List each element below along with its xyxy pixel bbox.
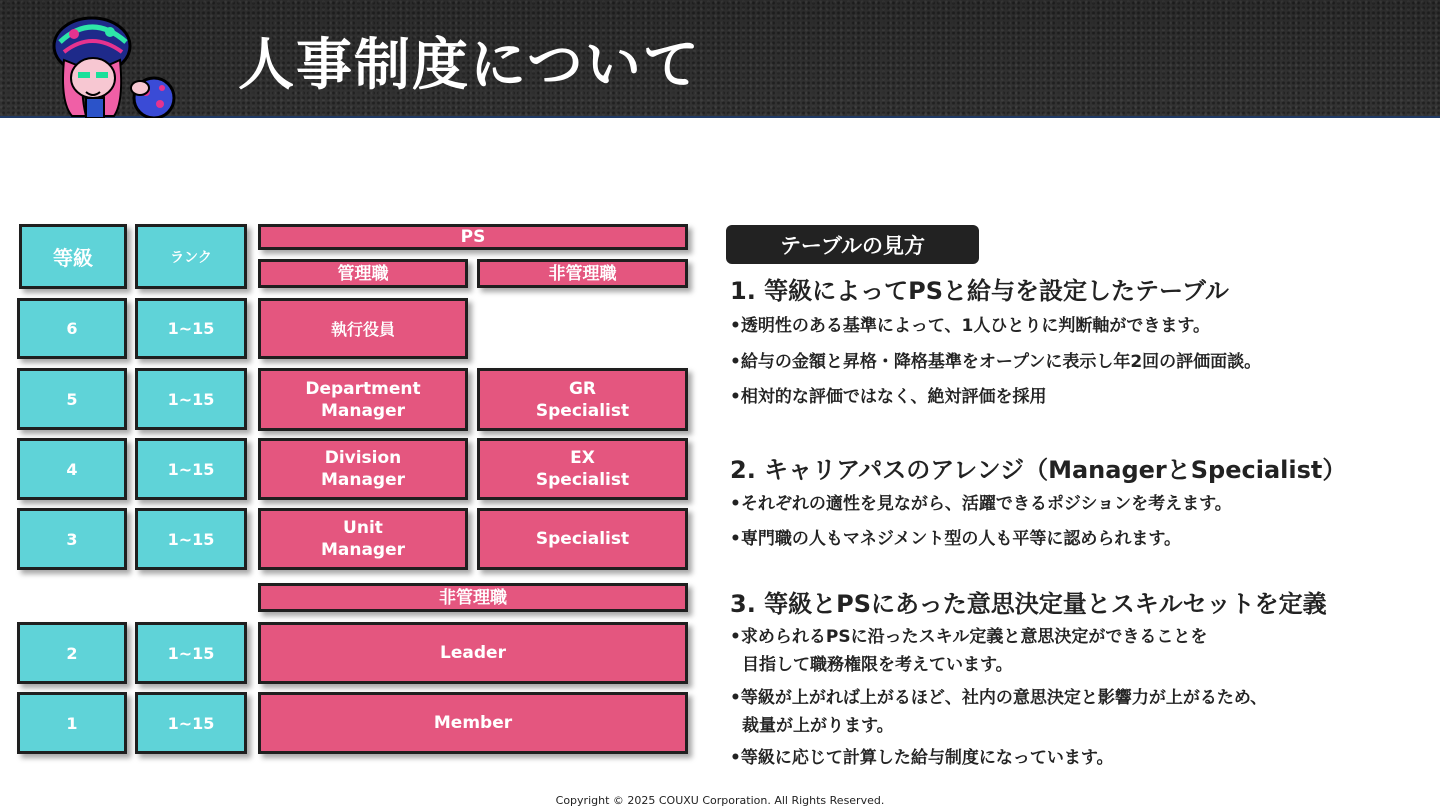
section-1-bullet: •給与の金額と昇格・降格基準をオープンに表示し年2回の評価面談。 xyxy=(730,352,1262,372)
rank-cell-5 xyxy=(135,368,247,430)
section-1-bullet: •透明性のある基準によって、1人ひとりに判断軸ができます。 xyxy=(730,316,1210,336)
mgmt-role-cell-3 xyxy=(258,508,468,570)
grade-value: 1 xyxy=(66,713,78,733)
role-label: EX Specialist xyxy=(535,448,630,490)
role-label: GR Specialist xyxy=(535,378,630,421)
rank-header-cell xyxy=(135,224,247,289)
grade-cell-1 xyxy=(17,692,127,754)
section-3-bullet-continued: 裁量が上がります。 xyxy=(742,716,894,736)
section-1-bullet: •相対的な評価ではなく、絶対評価を採用 xyxy=(730,387,1047,407)
copyright-footer: Copyright © 2025 COUXU Corporation. All Rights Reserved. xyxy=(555,794,885,807)
mgmt-role-cell-5 xyxy=(258,368,468,431)
ps-header-label: PS xyxy=(460,227,486,247)
rank-value: 1~15 xyxy=(167,643,215,663)
nonmgmt-lower-header-label: 非管理職 xyxy=(439,587,507,608)
role-cell-1 xyxy=(258,692,688,754)
role-label: Department Manager xyxy=(305,378,421,421)
grade-cell-5 xyxy=(17,368,127,430)
rank-cell-1 xyxy=(135,692,247,754)
grade-cell-6 xyxy=(17,298,127,359)
nonmgmt-role-cell-5 xyxy=(477,368,688,431)
nonmgmt-role-cell-4 xyxy=(477,438,688,500)
nonmgmt-lower-header-cell xyxy=(258,583,688,612)
role-cell-2 xyxy=(258,622,688,684)
mgmt-role-cell-6 xyxy=(258,298,468,359)
section-2-bullet: •専門職の人もマネジメント型の人も平等に認められます。 xyxy=(730,529,1181,549)
mgmt-header-cell xyxy=(258,259,468,288)
grade-cell-3 xyxy=(17,508,127,570)
section-3-bullet: •求められるPSに沿ったスキル定義と意思決定ができることを xyxy=(730,627,1208,647)
grade-value: 5 xyxy=(66,389,78,409)
rank-cell-2 xyxy=(135,622,247,684)
rank-cell-4 xyxy=(135,438,247,500)
section-2-bullet: •それぞれの適性を見ながら、活躍できるポジションを考えます。 xyxy=(730,494,1232,514)
rank-value: 1~15 xyxy=(167,319,215,338)
ps-header-cell xyxy=(258,224,688,250)
mgmt-header-label: 管理職 xyxy=(337,263,389,284)
role-label: Leader xyxy=(440,643,506,663)
grade-cell-4 xyxy=(17,438,127,500)
grade-header-cell xyxy=(19,224,127,289)
rank-header-label: ランク xyxy=(170,249,212,266)
rank-value: 1~15 xyxy=(167,389,215,409)
grade-value: 6 xyxy=(66,319,78,338)
mascot-character-icon xyxy=(50,12,190,118)
rank-cell-6 xyxy=(135,298,247,359)
page-title: 人事制度について xyxy=(238,33,701,98)
rank-value: 1~15 xyxy=(167,459,215,479)
role-label: 執行役員 xyxy=(330,320,395,339)
role-label: Specialist xyxy=(535,529,630,549)
grade-cell-2 xyxy=(17,622,127,684)
section-3-bullet: •等級が上がれば上がるほど、社内の意思決定と影響力が上がるため、 xyxy=(730,688,1268,708)
rank-cell-3 xyxy=(135,508,247,570)
nonmgmt-role-cell-3 xyxy=(477,508,688,570)
grade-header-label: 等級 xyxy=(53,246,93,270)
section-3-title: 3. 等級とPSにあった意思決定量とスキルセットを定義 xyxy=(730,590,1327,618)
rank-value: 1~15 xyxy=(167,713,215,733)
section-2-title: 2. キャリアパスのアレンジ（ManagerとSpecialist） xyxy=(730,456,1347,484)
section-1-title: 1. 等級によってPSと給与を設定したテーブル xyxy=(730,277,1229,305)
nonmgmt-header-cell xyxy=(477,259,688,288)
nonmgmt-header-label: 非管理職 xyxy=(548,263,617,284)
role-label: Division Manager xyxy=(320,448,406,490)
grade-value: 4 xyxy=(66,459,78,479)
rank-value: 1~15 xyxy=(167,529,215,549)
section-3-bullet-continued: 目指して職務権限を考えています。 xyxy=(742,655,1013,675)
grade-value: 2 xyxy=(66,643,78,663)
guide-badge: テーブルの見方 xyxy=(726,225,979,264)
section-3-bullet: •等級に応じて計算した給与制度になっています。 xyxy=(730,748,1114,768)
role-label: Unit Manager xyxy=(320,518,406,560)
role-label: Member xyxy=(433,713,513,733)
grade-value: 3 xyxy=(66,529,78,549)
mgmt-role-cell-4 xyxy=(258,438,468,500)
header-bar xyxy=(0,0,1440,118)
